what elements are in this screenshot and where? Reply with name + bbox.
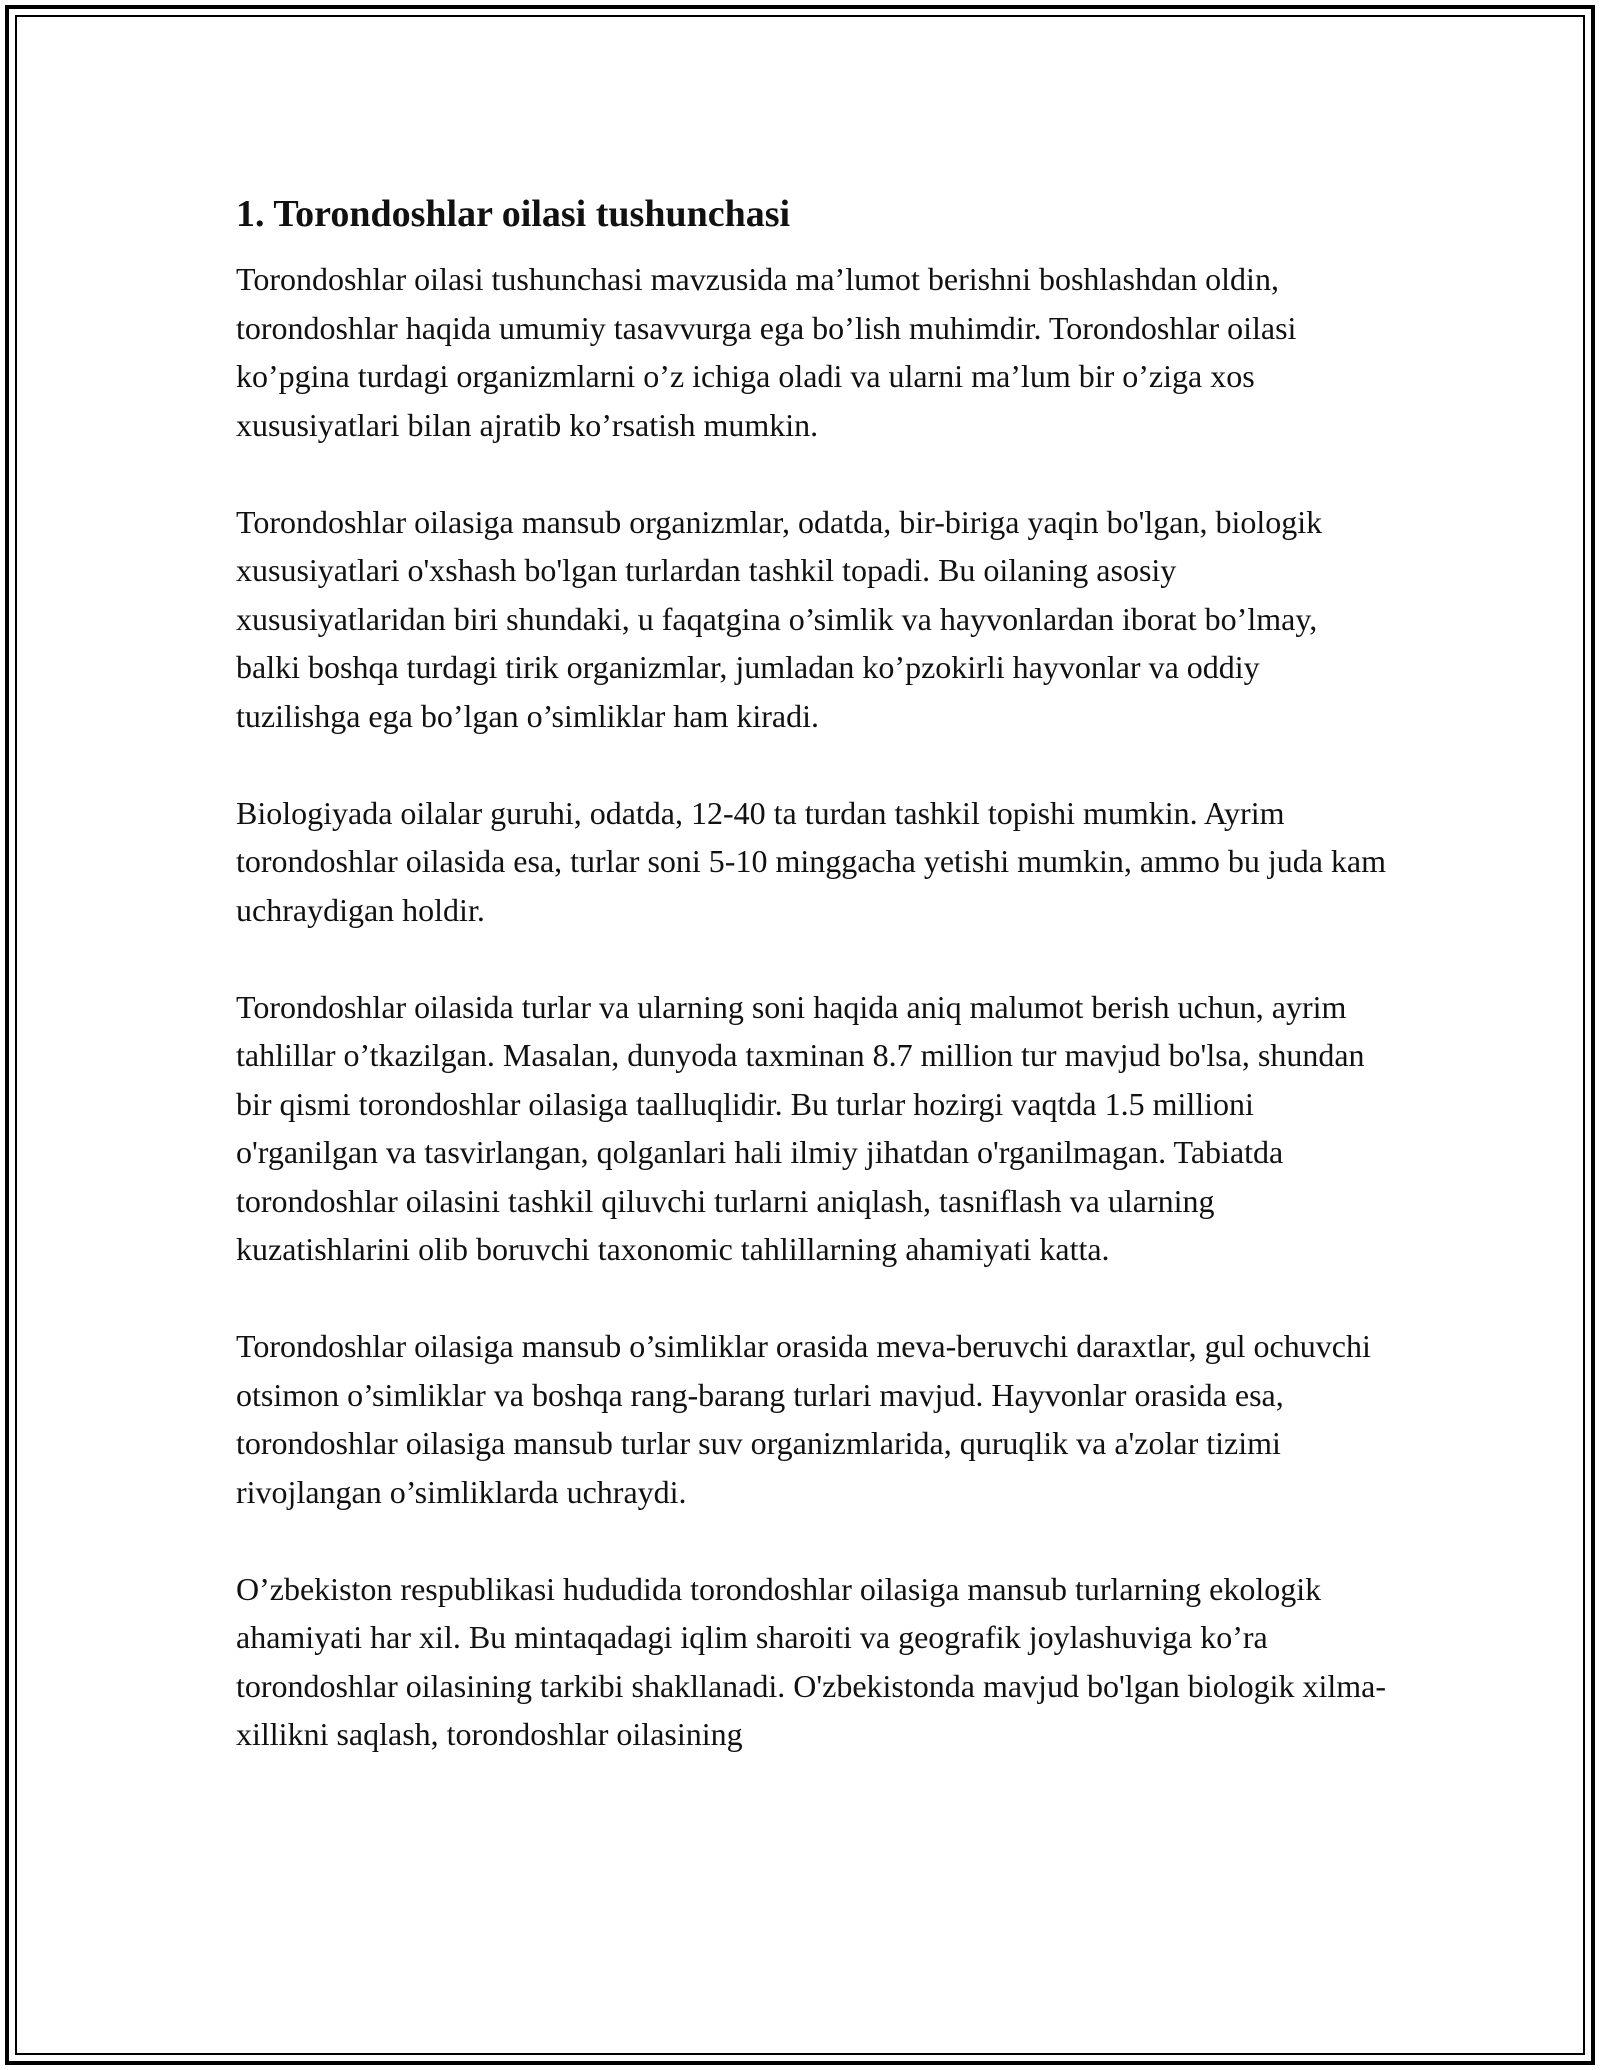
paragraph-6: O’zbekiston respublikasi hududida torondoshlar oilasiga mansub turlarning ekologik ahamiyati har xil. Bu mintaqadagi iqlim sharoiti va geografik joylashuviga ko’ra torondoshlar oilasining tarkibi shakllanadi. O'zbekistonda mavjud bo'lgan biologik xilma-xillikni saqlash, torondoshlar oilasining [236,1570,1386,1752]
paragraph-1: Torondoshlar oilasi tushunchasi mavzusida ma’lumot berishni boshlashdan oldin, torondoshlar haqida umumiy tasavvurga ega bo’lish muhimdir. Torondoshlar oilasi ko’pgina turdagi organizmlarni o’z ichiga oladi va ularni ma’lum bir o’ziga xos xususiyatlari bilan ajratib ko’rsatish mumkin. [236,261,1297,443]
section-heading: 1. Torondoshlar oilasi tushunchasi [236,193,791,235]
paragraph-4: Torondoshlar oilasida turlar va ularning soni haqida aniq malumot berish uchun, ayrim tahlillar o’tkazilgan. Masalan, dunyoda taxminan 8.7 million tur mavjud bo'lsa, shundan bir qismi torondoshlar oilasiga taalluqlidir. Bu turlar hozirgi vaqtda 1.5 millioni o'rganilgan va tasvirlangan, qolganlari hali ilmiy jihatdan o'rganilmagan. Tabiatda torondoshlar oilasini tashkil qiluvchi turlarni aniqlash, tasniflash va ularning kuzatishlarini olib boruvchi taxonomic tahlillarning ahamiyati katta. [236,988,1365,1267]
paragraph-5: Torondoshlar oilasiga mansub o’simliklar orasida meva-beruvchi daraxtlar, gul ochuvchi otsimon o’simliklar va boshqa rang-barang turlari mavjud. Hayvonlar orasida esa, torondoshlar oilasiga mansub turlar suv organizmlarida, quruqlik va a'zolar tizimi rivojlangan o’simliklarda uchraydi. [236,1328,1371,1510]
paragraph-2: Torondoshlar oilasiga mansub organizmlar, odatda, bir-biriga yaqin bo'lgan, biologik xususiyatlari o'xshash bo'lgan turlardan tashkil topadi. Bu oilaning asosiy xususiyatlaridan biri shundaki, u faqatgina o’simlik va hayvonlardan iborat bo’lmay, balki boshqa turdagi tirik organizmlar, jumladan ko’pzokirli hayvonlar va oddiy tuzilishga ega bo’lgan o’simliklar ham kiradi. [236,503,1323,734]
paragraph-3: Biologiyada oilalar guruhi, odatda, 12-40 ta turdan tashkil topishi mumkin. Ayrim torondoshlar oilasida esa, turlar soni 5-10 minggacha yetishi mumkin, ammo bu juda kam uchraydigan holdir. [236,794,1386,928]
document-body [236,186,1386,1807]
